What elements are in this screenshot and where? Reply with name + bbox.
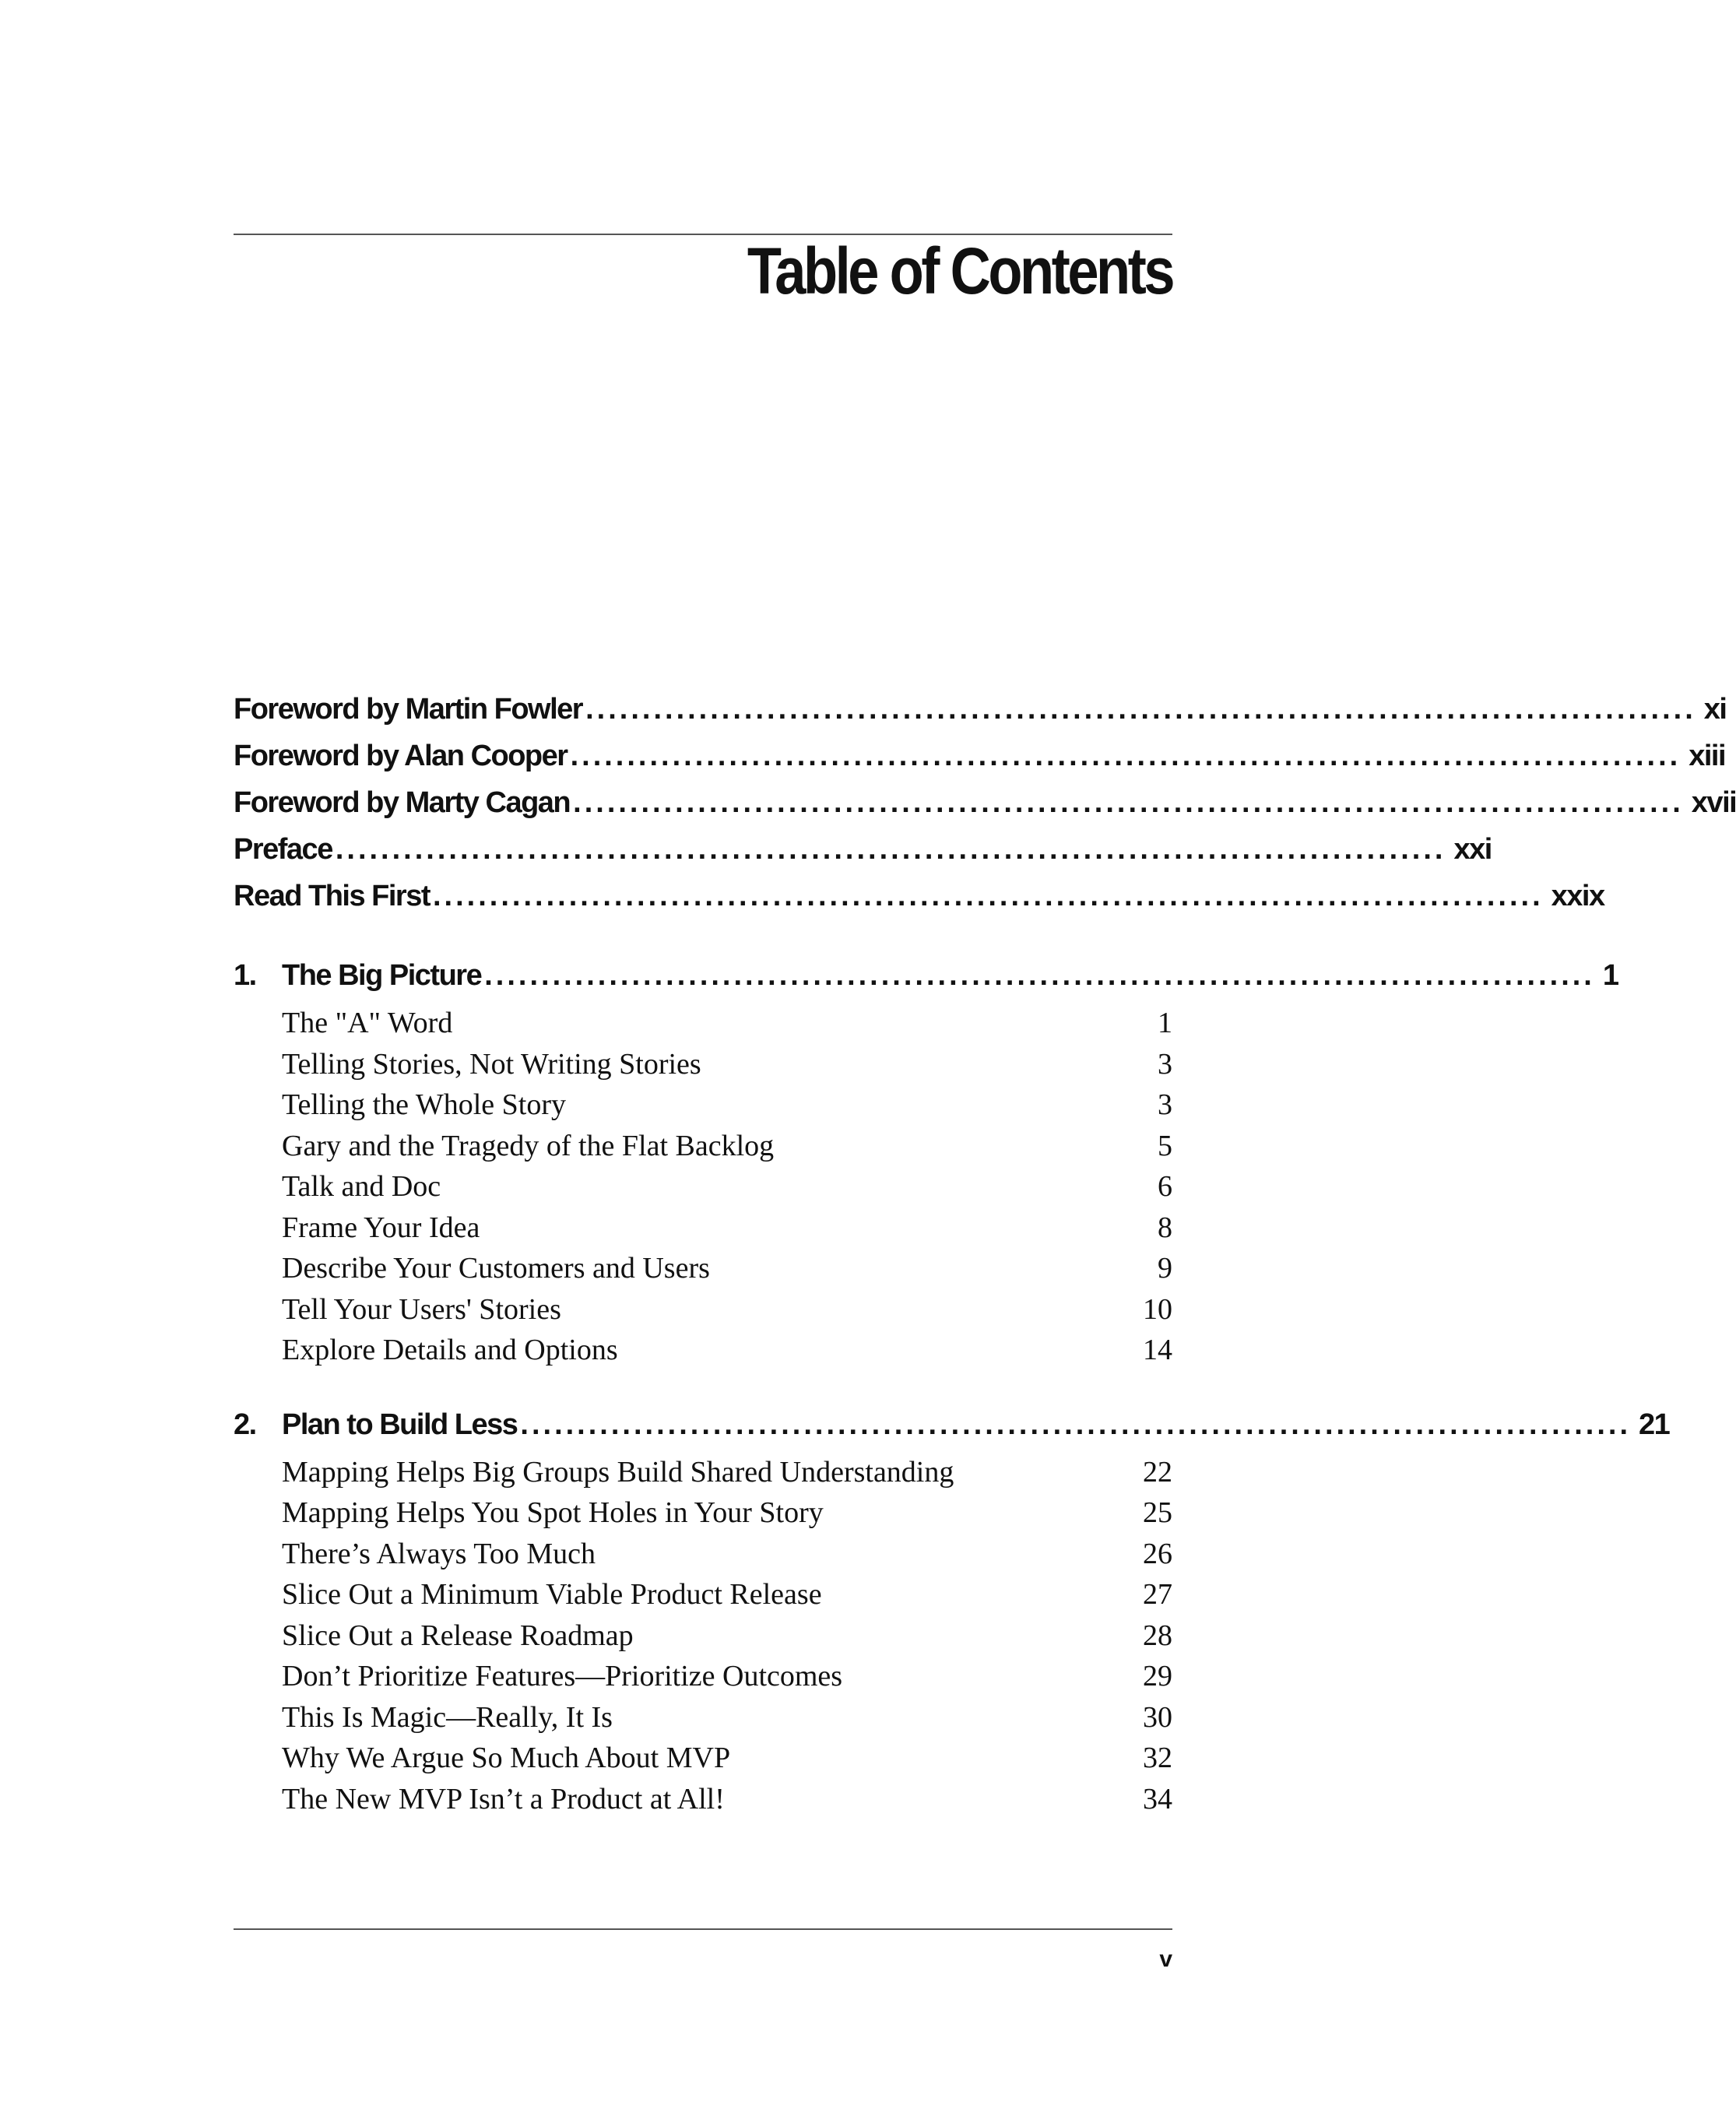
section-title: Telling the Whole Story xyxy=(282,1088,566,1121)
section-page: 3 xyxy=(1158,1088,1172,1121)
section-page: 25 xyxy=(1143,1496,1172,1529)
toc-entry[interactable] xyxy=(234,833,1492,880)
section-entry[interactable] xyxy=(234,1659,1172,1700)
chapter-title: The Big Picture xyxy=(282,959,482,992)
section-entry[interactable] xyxy=(234,1292,1172,1334)
section-page: 10 xyxy=(1143,1292,1172,1326)
section-title: Mapping Helps You Spot Holes in Your Story xyxy=(282,1496,824,1529)
section-entry[interactable] xyxy=(234,1577,1172,1619)
section-entry[interactable] xyxy=(234,1782,1172,1823)
section-entry[interactable] xyxy=(234,1169,1172,1211)
chapter-page: 1 xyxy=(1602,959,1618,992)
toc-entry-page: xi xyxy=(1703,693,1727,726)
toc-entry-title: Foreword by Marty Cagan xyxy=(234,786,571,819)
section-title: Telling Stories, Not Writing Stories xyxy=(282,1047,701,1081)
section-entry[interactable] xyxy=(234,1006,1172,1047)
table-of-contents xyxy=(234,693,1736,1823)
section-title: Describe Your Customers and Users xyxy=(282,1252,710,1285)
section-entry[interactable] xyxy=(234,1129,1172,1170)
section-page: 34 xyxy=(1143,1782,1172,1816)
toc-entry-page: xvii xyxy=(1691,786,1736,819)
toc-entry[interactable] xyxy=(234,786,1736,833)
toc-entry-title: Preface xyxy=(234,833,332,866)
section-page: 27 xyxy=(1143,1578,1172,1611)
chapter-number: 2. xyxy=(234,1408,256,1441)
section-page: 8 xyxy=(1158,1211,1172,1244)
section-page: 6 xyxy=(1158,1170,1172,1203)
page-title: Table of Contents xyxy=(747,234,1172,308)
section-entry[interactable] xyxy=(234,1537,1172,1578)
section-title: Explore Details and Options xyxy=(282,1334,618,1366)
chapter-number: 1. xyxy=(234,959,256,992)
toc-entry-title: Foreword by Alan Cooper xyxy=(234,740,568,772)
chapter-2 xyxy=(234,1408,1670,1823)
section-entry[interactable] xyxy=(234,1700,1172,1742)
chapter-heading[interactable] xyxy=(234,959,1618,1006)
section-page: 26 xyxy=(1143,1537,1172,1570)
toc-entry-page: xxi xyxy=(1453,833,1492,866)
chapter-heading[interactable] xyxy=(234,1408,1670,1455)
section-page: 1 xyxy=(1158,1007,1172,1039)
dot-leader: .................................................................................................. xyxy=(573,786,1684,819)
dot-leader: .................................................................................................. xyxy=(520,1408,1632,1441)
chapter-page: 21 xyxy=(1639,1408,1670,1441)
toc-entry-title: Foreword by Martin Fowler xyxy=(234,693,583,726)
section-entry[interactable] xyxy=(234,1496,1172,1537)
section-page: 14 xyxy=(1143,1334,1172,1366)
section-entry[interactable] xyxy=(234,1619,1172,1660)
toc-entry-title: Read This First xyxy=(234,880,430,912)
section-page: 5 xyxy=(1158,1129,1172,1162)
section-title: This Is Magic—Really, It Is xyxy=(282,1700,613,1734)
section-title: Tell Your Users' Stories xyxy=(282,1292,561,1326)
toc-entry[interactable] xyxy=(234,693,1727,740)
section-page: 3 xyxy=(1158,1047,1172,1081)
dot-leader: .................................................................................................. xyxy=(484,959,1595,992)
chapter-title: Plan to Build Less xyxy=(282,1408,518,1441)
section-entry[interactable] xyxy=(234,1251,1172,1292)
section-page: 29 xyxy=(1143,1660,1172,1692)
section-page: 32 xyxy=(1143,1742,1172,1774)
section-page: 30 xyxy=(1143,1700,1172,1734)
dot-leader: .................................................................................................. xyxy=(570,740,1682,772)
section-title: Why We Argue So Much About MVP xyxy=(282,1742,731,1774)
toc-entry[interactable] xyxy=(234,740,1726,786)
bottom-rule xyxy=(234,1928,1172,1930)
section-title: The New MVP Isn’t a Product at All! xyxy=(282,1782,725,1816)
section-title: Gary and the Tragedy of the Flat Backlog xyxy=(282,1129,775,1162)
section-page: 28 xyxy=(1143,1619,1172,1652)
section-title: Talk and Doc xyxy=(282,1170,441,1203)
front-matter-list xyxy=(234,693,1736,926)
dot-leader: .................................................................................................. xyxy=(433,880,1544,912)
toc-entry[interactable] xyxy=(234,880,1604,926)
section-page: 9 xyxy=(1158,1252,1172,1285)
section-page: 22 xyxy=(1143,1455,1172,1489)
page-number: v xyxy=(1159,1946,1172,1972)
dot-leader: .................................................................................................. xyxy=(335,833,1446,866)
section-entry[interactable] xyxy=(234,1333,1172,1374)
section-entry[interactable] xyxy=(234,1088,1172,1129)
section-entry[interactable] xyxy=(234,1047,1172,1088)
toc-entry-page: xiii xyxy=(1689,740,1726,772)
section-title: Slice Out a Release Roadmap xyxy=(282,1619,634,1652)
section-entry[interactable] xyxy=(234,1455,1172,1496)
section-title: Don’t Prioritize Features—Prioritize Outcomes xyxy=(282,1660,843,1692)
section-title: The "A" Word xyxy=(282,1007,453,1039)
section-title: Slice Out a Minimum Viable Product Release xyxy=(282,1578,822,1611)
dot-leader: .................................................................................................. xyxy=(585,693,1696,726)
section-title: Mapping Helps Big Groups Build Shared Understanding xyxy=(282,1455,954,1489)
section-title: Frame Your Idea xyxy=(282,1211,480,1244)
section-entry[interactable] xyxy=(234,1211,1172,1252)
section-title: There’s Always Too Much xyxy=(282,1537,596,1570)
section-entry[interactable] xyxy=(234,1741,1172,1782)
toc-entry-page: xxix xyxy=(1551,880,1604,912)
chapter-1 xyxy=(234,959,1618,1374)
